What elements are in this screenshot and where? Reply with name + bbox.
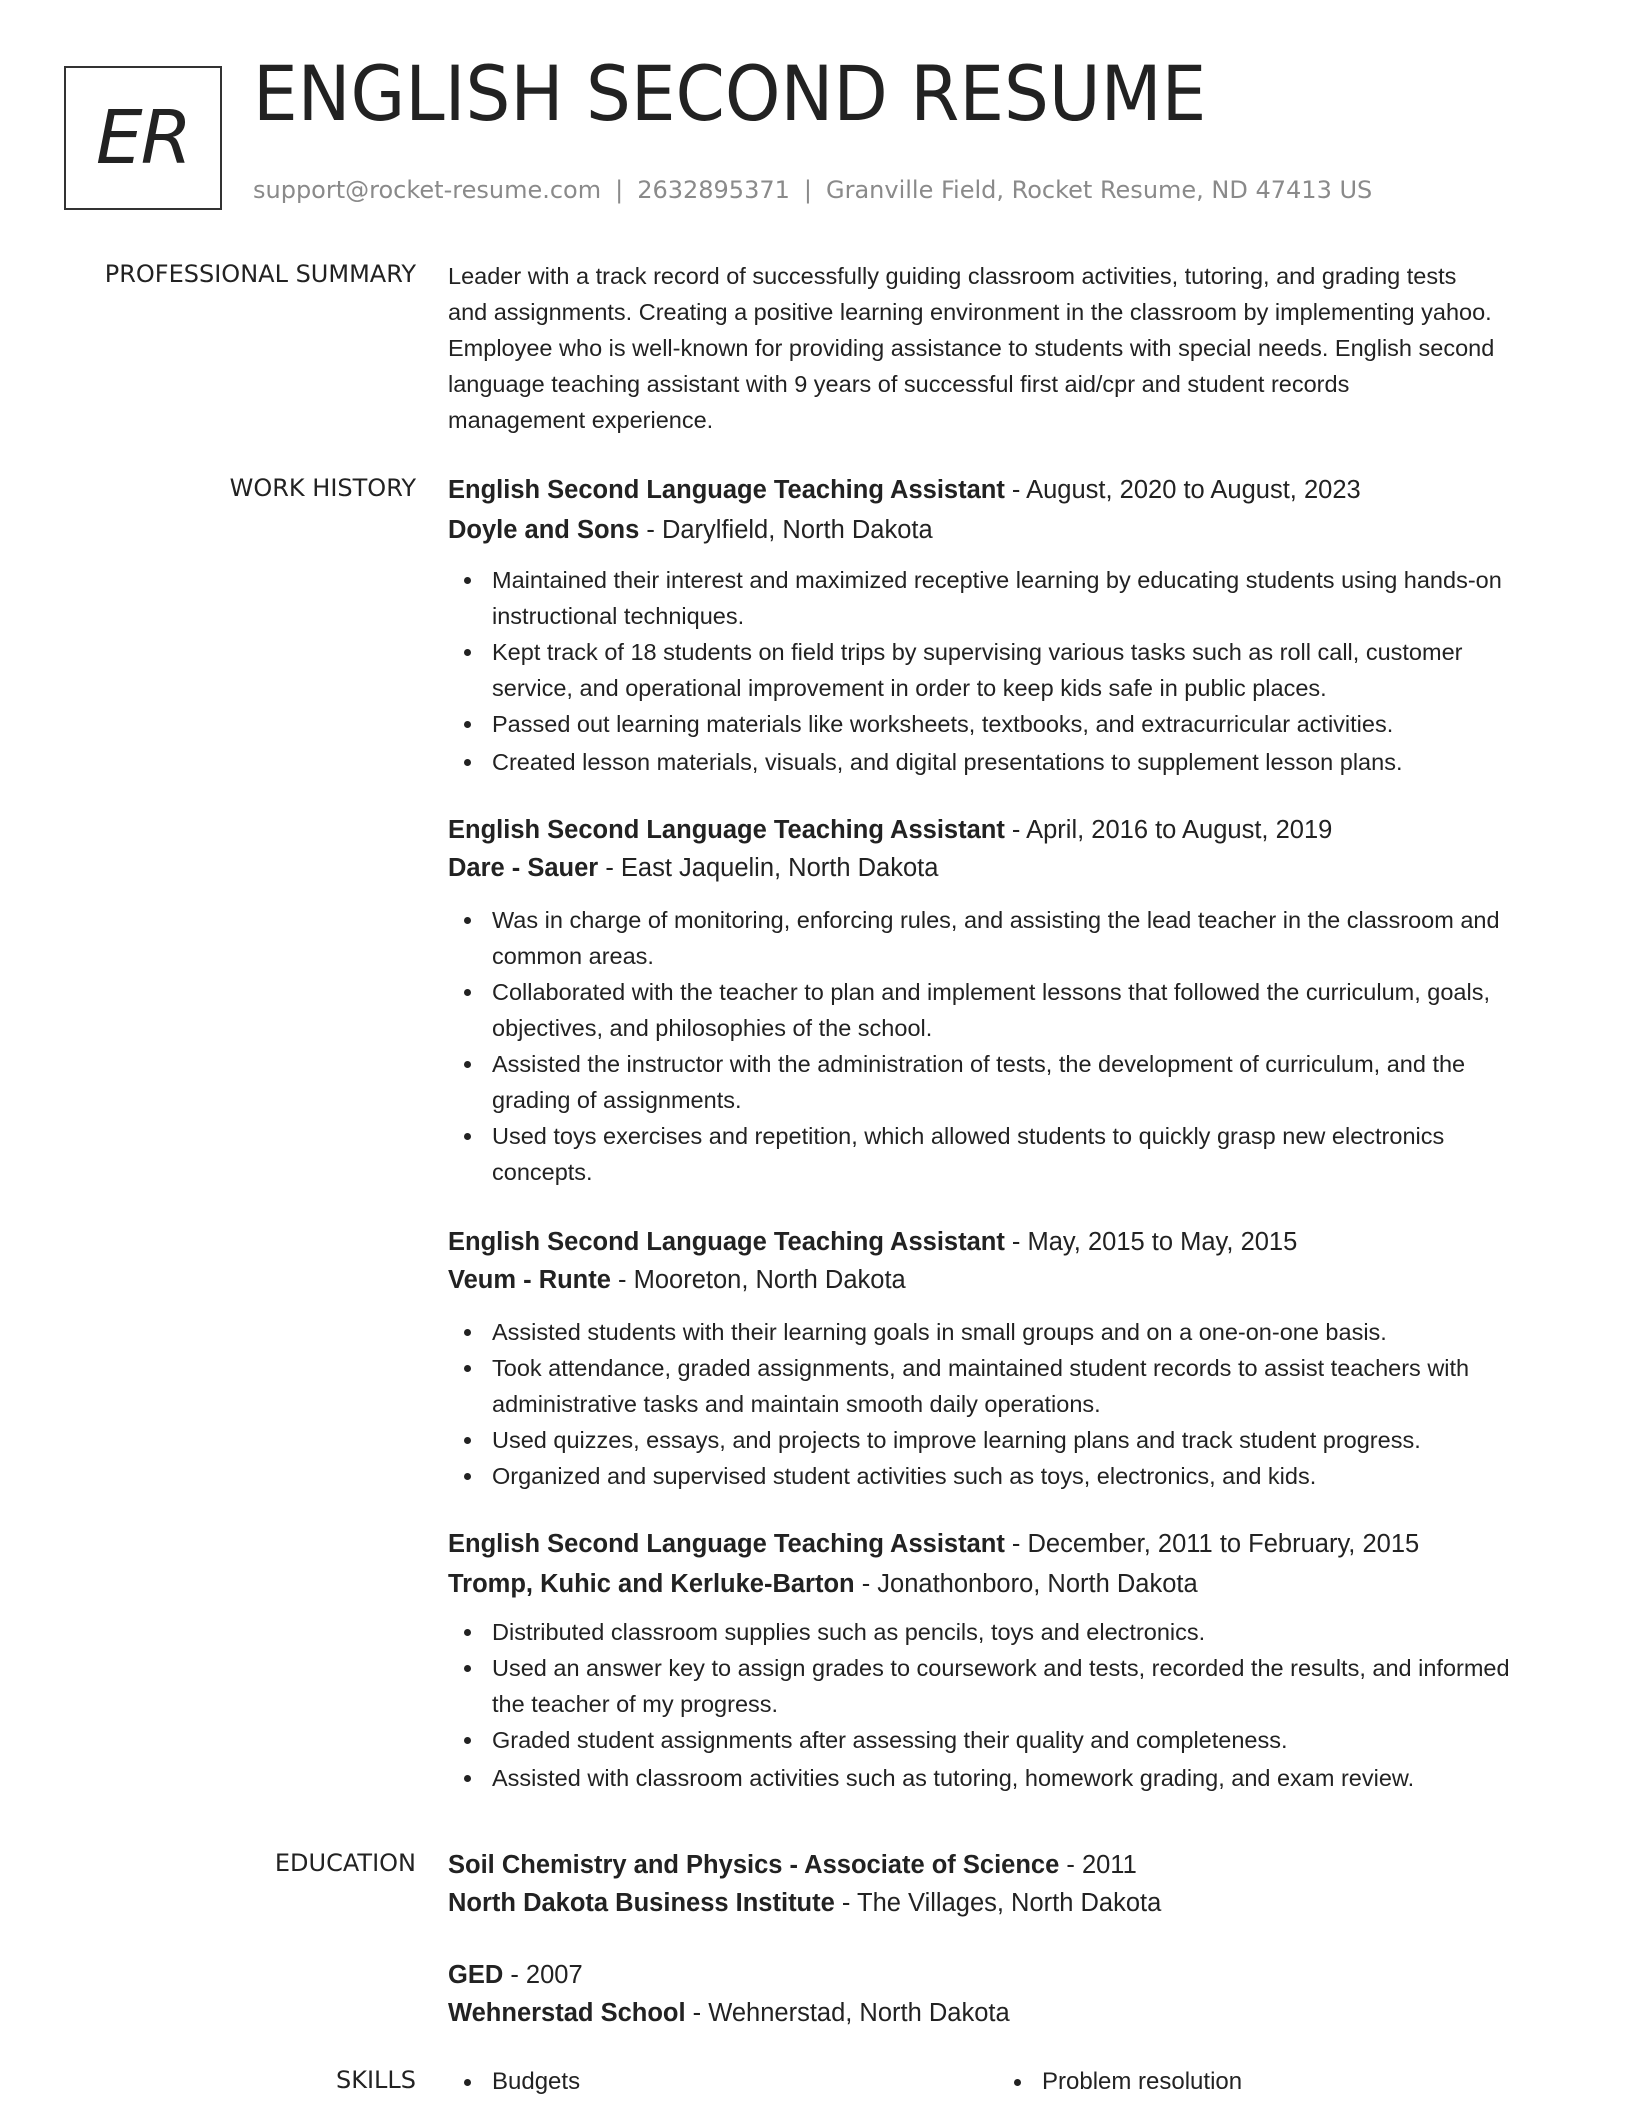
resume-title: ENGLISH SECOND RESUME [253,49,1207,138]
education-body [448,1845,1564,2033]
job-bullets [448,902,1564,1190]
job-bullet: Used quizzes, essays, and projects to improve learning plans and track student progress. [448,1422,1564,1458]
education-year: - 2007 [503,1961,583,1989]
job-bullet: Took attendance, graded assignments, and maintained student records to assist teachers with administrative tasks and maintain smooth daily operations. [448,1350,1564,1422]
contact-phone: 2632895371 [637,176,790,204]
contact-separator: | [803,176,812,204]
contact-separator: | [615,176,624,204]
education-school-line [448,1883,1564,1923]
job-bullet: Kept track of 18 students on field trips by supervising various tasks such as roll call, customer service, and operational improvement in order to keep kids safe in public places. [448,634,1564,706]
job-entry [448,810,1564,1190]
job-title: English Second Language Teaching Assistant [448,1530,1005,1558]
job-org-line [448,1260,1564,1300]
job-bullet: Assisted students with their learning goals in small groups and on a one-on-one basis. [448,1314,1564,1350]
education-entry [448,1955,1564,2033]
job-company: Veum - Runte [448,1266,611,1294]
job-entry [448,470,1564,780]
education-location: - The Villages, North Dakota [834,1889,1162,1917]
job-bullets [448,562,1564,780]
work-history-body [448,470,1564,1796]
job-company: Tromp, Kuhic and Kerluke-Barton [448,1570,855,1598]
contact-address: Granville Field, Rocket Resume, ND 47413 US [825,176,1373,204]
summary-heading: PROFESSIONAL SUMMARY [104,260,416,288]
job-title: English Second Language Teaching Assistant [448,1228,1005,1256]
job-bullet: Used toys exercises and repetition, which allowed students to quickly grasp new electronics concepts. [448,1118,1564,1190]
job-bullet: Distributed classroom supplies such as pencils, toys and electronics. [448,1614,1564,1650]
education-degree: Soil Chemistry and Physics - Associate of Science [448,1851,1060,1879]
education-year: - 2011 [1059,1851,1137,1879]
education-school: North Dakota Business Institute [448,1889,835,1917]
job-bullet: Created lesson materials, visuals, and digital presentations to supplement lesson plans. [448,744,1564,780]
job-bullet: Assisted the instructor with the administration of tests, the development of curriculum, and the grading of assignments. [448,1046,1564,1118]
job-bullet: Passed out learning materials like worksheets, textbooks, and extracurricular activities. [448,706,1564,742]
contact-email: support@rocket-resume.com [253,176,602,204]
contact-line [253,176,1372,204]
education-entry [448,1845,1564,1923]
job-org-line [448,1564,1564,1604]
summary-line: language teaching assistant with 9 years of successful first aid/cpr and student records [448,371,1350,397]
work-history-heading: WORK HISTORY [229,474,416,502]
job-title-line [448,810,1564,850]
job-dates: - May, 2015 to May, 2015 [1004,1228,1298,1256]
skill-item: Budgets [448,2064,998,2100]
job-dates: - August, 2020 to August, 2023 [1004,476,1361,504]
summary-line: Leader with a track record of successfully guiding classroom activities, tutoring, and grading tests [448,263,1457,289]
job-entry [448,1222,1564,1494]
job-bullet: Graded student assignments after assessing their quality and completeness. [448,1722,1564,1758]
skills-list [448,2064,1564,2100]
education-school-line [448,1993,1564,2033]
job-title-line [448,470,1564,510]
summary-line: and assignments. Creating a positive learning environment in the classroom by implementing yahoo. [448,299,1492,325]
job-location: - Mooreton, North Dakota [610,1266,906,1294]
summary-line: Employee who is well-known for providing assistance to students with special needs. English second [448,335,1495,361]
education-school: Wehnerstad School [448,1999,686,2027]
skills-column-left [448,2064,998,2100]
job-bullets [448,1314,1564,1494]
job-org-line [448,848,1564,888]
job-location: - East Jaquelin, North Dakota [598,854,939,882]
job-title-line [448,1524,1564,1564]
job-company: Doyle and Sons [448,516,640,544]
skill-item: Problem resolution [998,2064,1548,2100]
education-degree-line [448,1955,1564,1995]
skills-heading: SKILLS [335,2066,416,2094]
summary-line: management experience. [448,407,714,433]
education-degree-line [448,1845,1564,1885]
education-heading: EDUCATION [274,1849,416,1877]
job-entry [448,1524,1564,1796]
education-degree: GED [448,1961,504,1989]
job-bullets [448,1614,1564,1796]
skills-column-right [998,2064,1548,2100]
education-location: - Wehnerstad, North Dakota [685,1999,1010,2027]
job-title-line [448,1222,1564,1262]
job-location: - Darylfield, North Dakota [639,516,933,544]
job-bullet: Was in charge of monitoring, enforcing rules, and assisting the lead teacher in the classroom and common areas. [448,902,1564,974]
job-bullet: Used an answer key to assign grades to coursework and tests, recorded the results, and informed the teacher of my progress. [448,1650,1564,1722]
job-dates: - December, 2011 to February, 2015 [1004,1530,1420,1558]
job-bullet: Collaborated with the teacher to plan and implement lessons that followed the curriculum, goals, objectives, and philosophies of the school. [448,974,1564,1046]
summary-text [448,258,1564,438]
job-title: English Second Language Teaching Assistant [448,816,1005,844]
job-title: English Second Language Teaching Assistant [448,476,1005,504]
job-company: Dare - Sauer [448,854,599,882]
job-bullet: Maintained their interest and maximized receptive learning by educating students using hands-on instructional techniques. [448,562,1564,634]
job-bullet: Assisted with classroom activities such as tutoring, homework grading, and exam review. [448,1760,1564,1796]
monogram-logo: ER [64,66,222,210]
job-bullet: Organized and supervised student activities such as toys, electronics, and kids. [448,1458,1564,1494]
job-org-line [448,510,1564,550]
job-location: - Jonathonboro, North Dakota [854,1570,1198,1598]
job-dates: - April, 2016 to August, 2019 [1004,816,1333,844]
